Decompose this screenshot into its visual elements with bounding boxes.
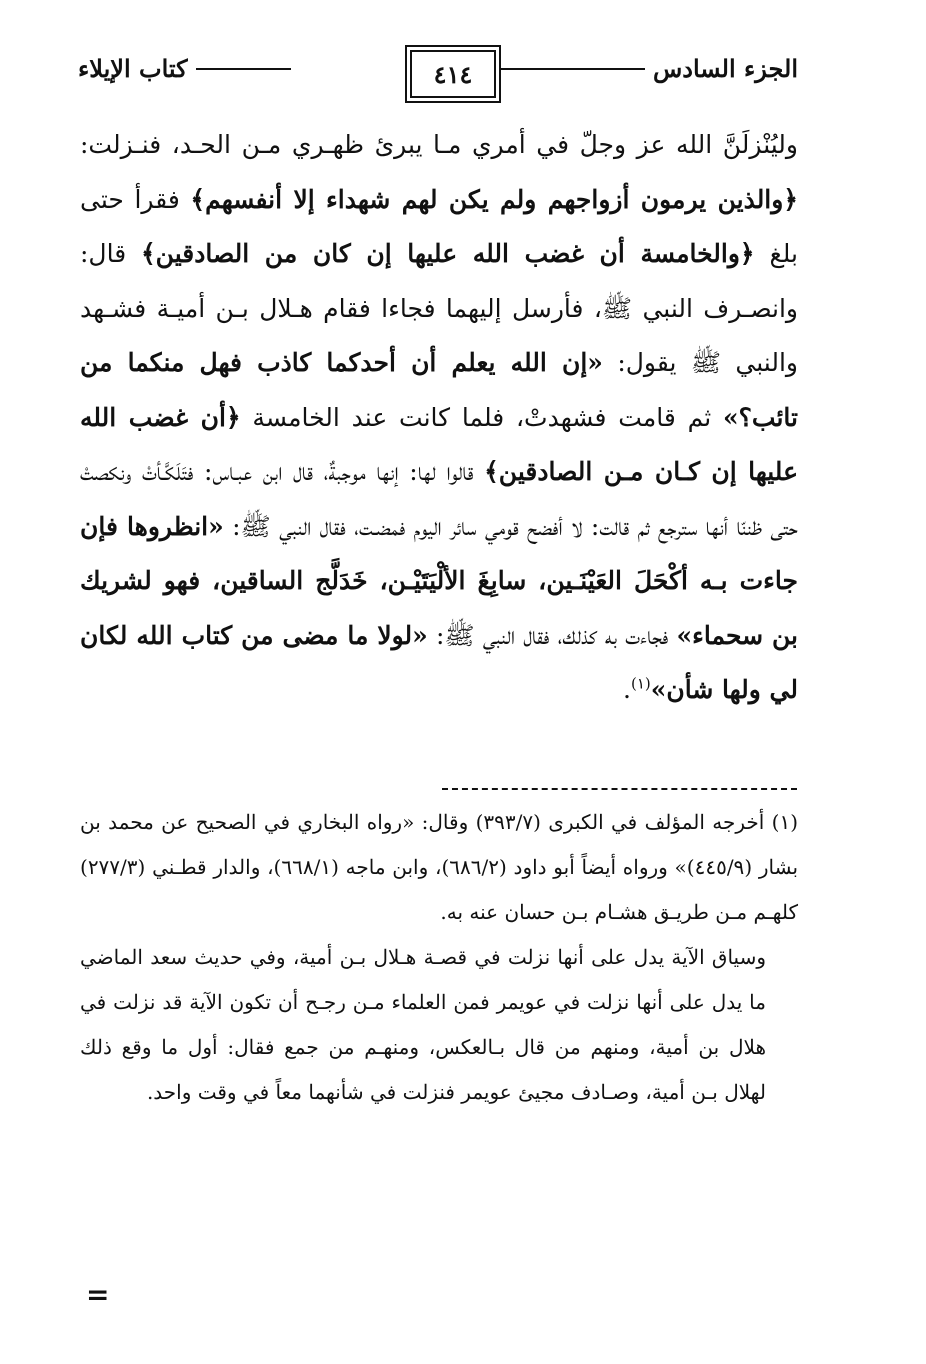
text-run: وليُنْزلَنَّ الله عز وجلّ في أمري مـا يبرئ ظهـري مـن الحـد، فنـزلت: xyxy=(80,130,798,159)
text-run: ثم قامت فشهدتْ، فلما كانت عند الخامسة xyxy=(240,402,724,432)
footnote-commentary: وسياق الآية يدل على أنها نزلت في قصـة هـلال بـن أمية، وفي حديث سعد الماضي ما يدل على أنها نزلت في عويمر فمن العلماء مـن رجـح أن تكون الآية قد نزلت في هلال بن أمية، ومنهم من قال بـالعكس، ومنهـم من جمع فقال: أول ما وقع ذلك لهلال بـن أمية، وصـادف مجيئ عويمر فنزلت في شأنهما معاً في وقت واحد. xyxy=(80,945,766,1104)
hadith-quote: «لولا ما مضى من كتاب الله لكان لي ولها شأن» xyxy=(80,620,798,704)
footnotes xyxy=(80,800,798,1115)
header-rule-right xyxy=(495,68,645,70)
header-book xyxy=(78,54,291,83)
page-number: ٤١٤ xyxy=(433,59,473,89)
header-book-label: كتاب الإيلاء xyxy=(78,54,188,83)
text-run: قالوا لها: إنها موجبةٌ، قال ابن عبـاس: فتَلَكَّـأتْ ونكصتْ حتى ظننّا أنها سترجع ثم قالت: لا أفضح قومي سائر اليوم فمضـت، فقال النبي ﷺ: xyxy=(80,457,799,541)
quran-quote: ﴿والذين يرمون أزواجهم ولم يكن لهم شهداء إلا أنفسهم﴾ xyxy=(190,184,798,214)
footnote-marker: (١) xyxy=(630,674,651,693)
footnote-divider xyxy=(442,788,797,790)
quran-quote: ﴿أن غضب الله عليها إن كـان مـن الصادقين﴾ xyxy=(80,402,798,486)
quran-quote: ﴿والخامسة أن غضب الله عليها إن كان من الصادقين﴾ xyxy=(141,239,755,268)
hadith-quote: «إن الله يعلم أن أحدكما كاذب فهل منكما من تائب؟» xyxy=(80,348,798,432)
text-run: . xyxy=(623,675,631,704)
header-part-label: الجزء السادس xyxy=(652,54,798,83)
header-part xyxy=(495,54,798,83)
page-header xyxy=(78,50,798,100)
main-paragraph xyxy=(80,118,798,718)
page-number-box xyxy=(410,50,496,98)
text-run: فجاءت به كذلك، فقال النبي ﷺ: xyxy=(427,620,677,650)
text-run: فقرأ حتى بلغ xyxy=(80,184,798,268)
hadith-quote: «انظروها فإن جاءت بـه أكْحَلَ العَيْنَـين، سابِغَ الألْيَتَيْـن، خَدَلَّج الساقين، فهو لشريك بن سحماء» xyxy=(80,511,798,650)
main-text xyxy=(80,118,798,718)
header-rule-left xyxy=(196,68,291,70)
continuation-mark: = xyxy=(86,1278,110,1311)
footnote-1: (١) أخرجه المؤلف في الكبرى (٣٩٣/٧) وقال: «رواه البخاري في الصحيح عن محمد بن بشار (٤٤٥/٩)» ورواه أيضاً أبو داود (٦٨٦/٢)، وابن ماجه (٦٦٨/١)، والدار قطـني (٢٧٧/٣) كلهـم مـن طريـق هشـام بـن حسان عنه به. xyxy=(80,810,799,924)
text-run: قال: وانصـرف النبي ﷺ، فأرسل إليهما فجاءا فقام هـلال بـن أميـة فشـهد والنبي ﷺ يقول: xyxy=(80,239,798,377)
